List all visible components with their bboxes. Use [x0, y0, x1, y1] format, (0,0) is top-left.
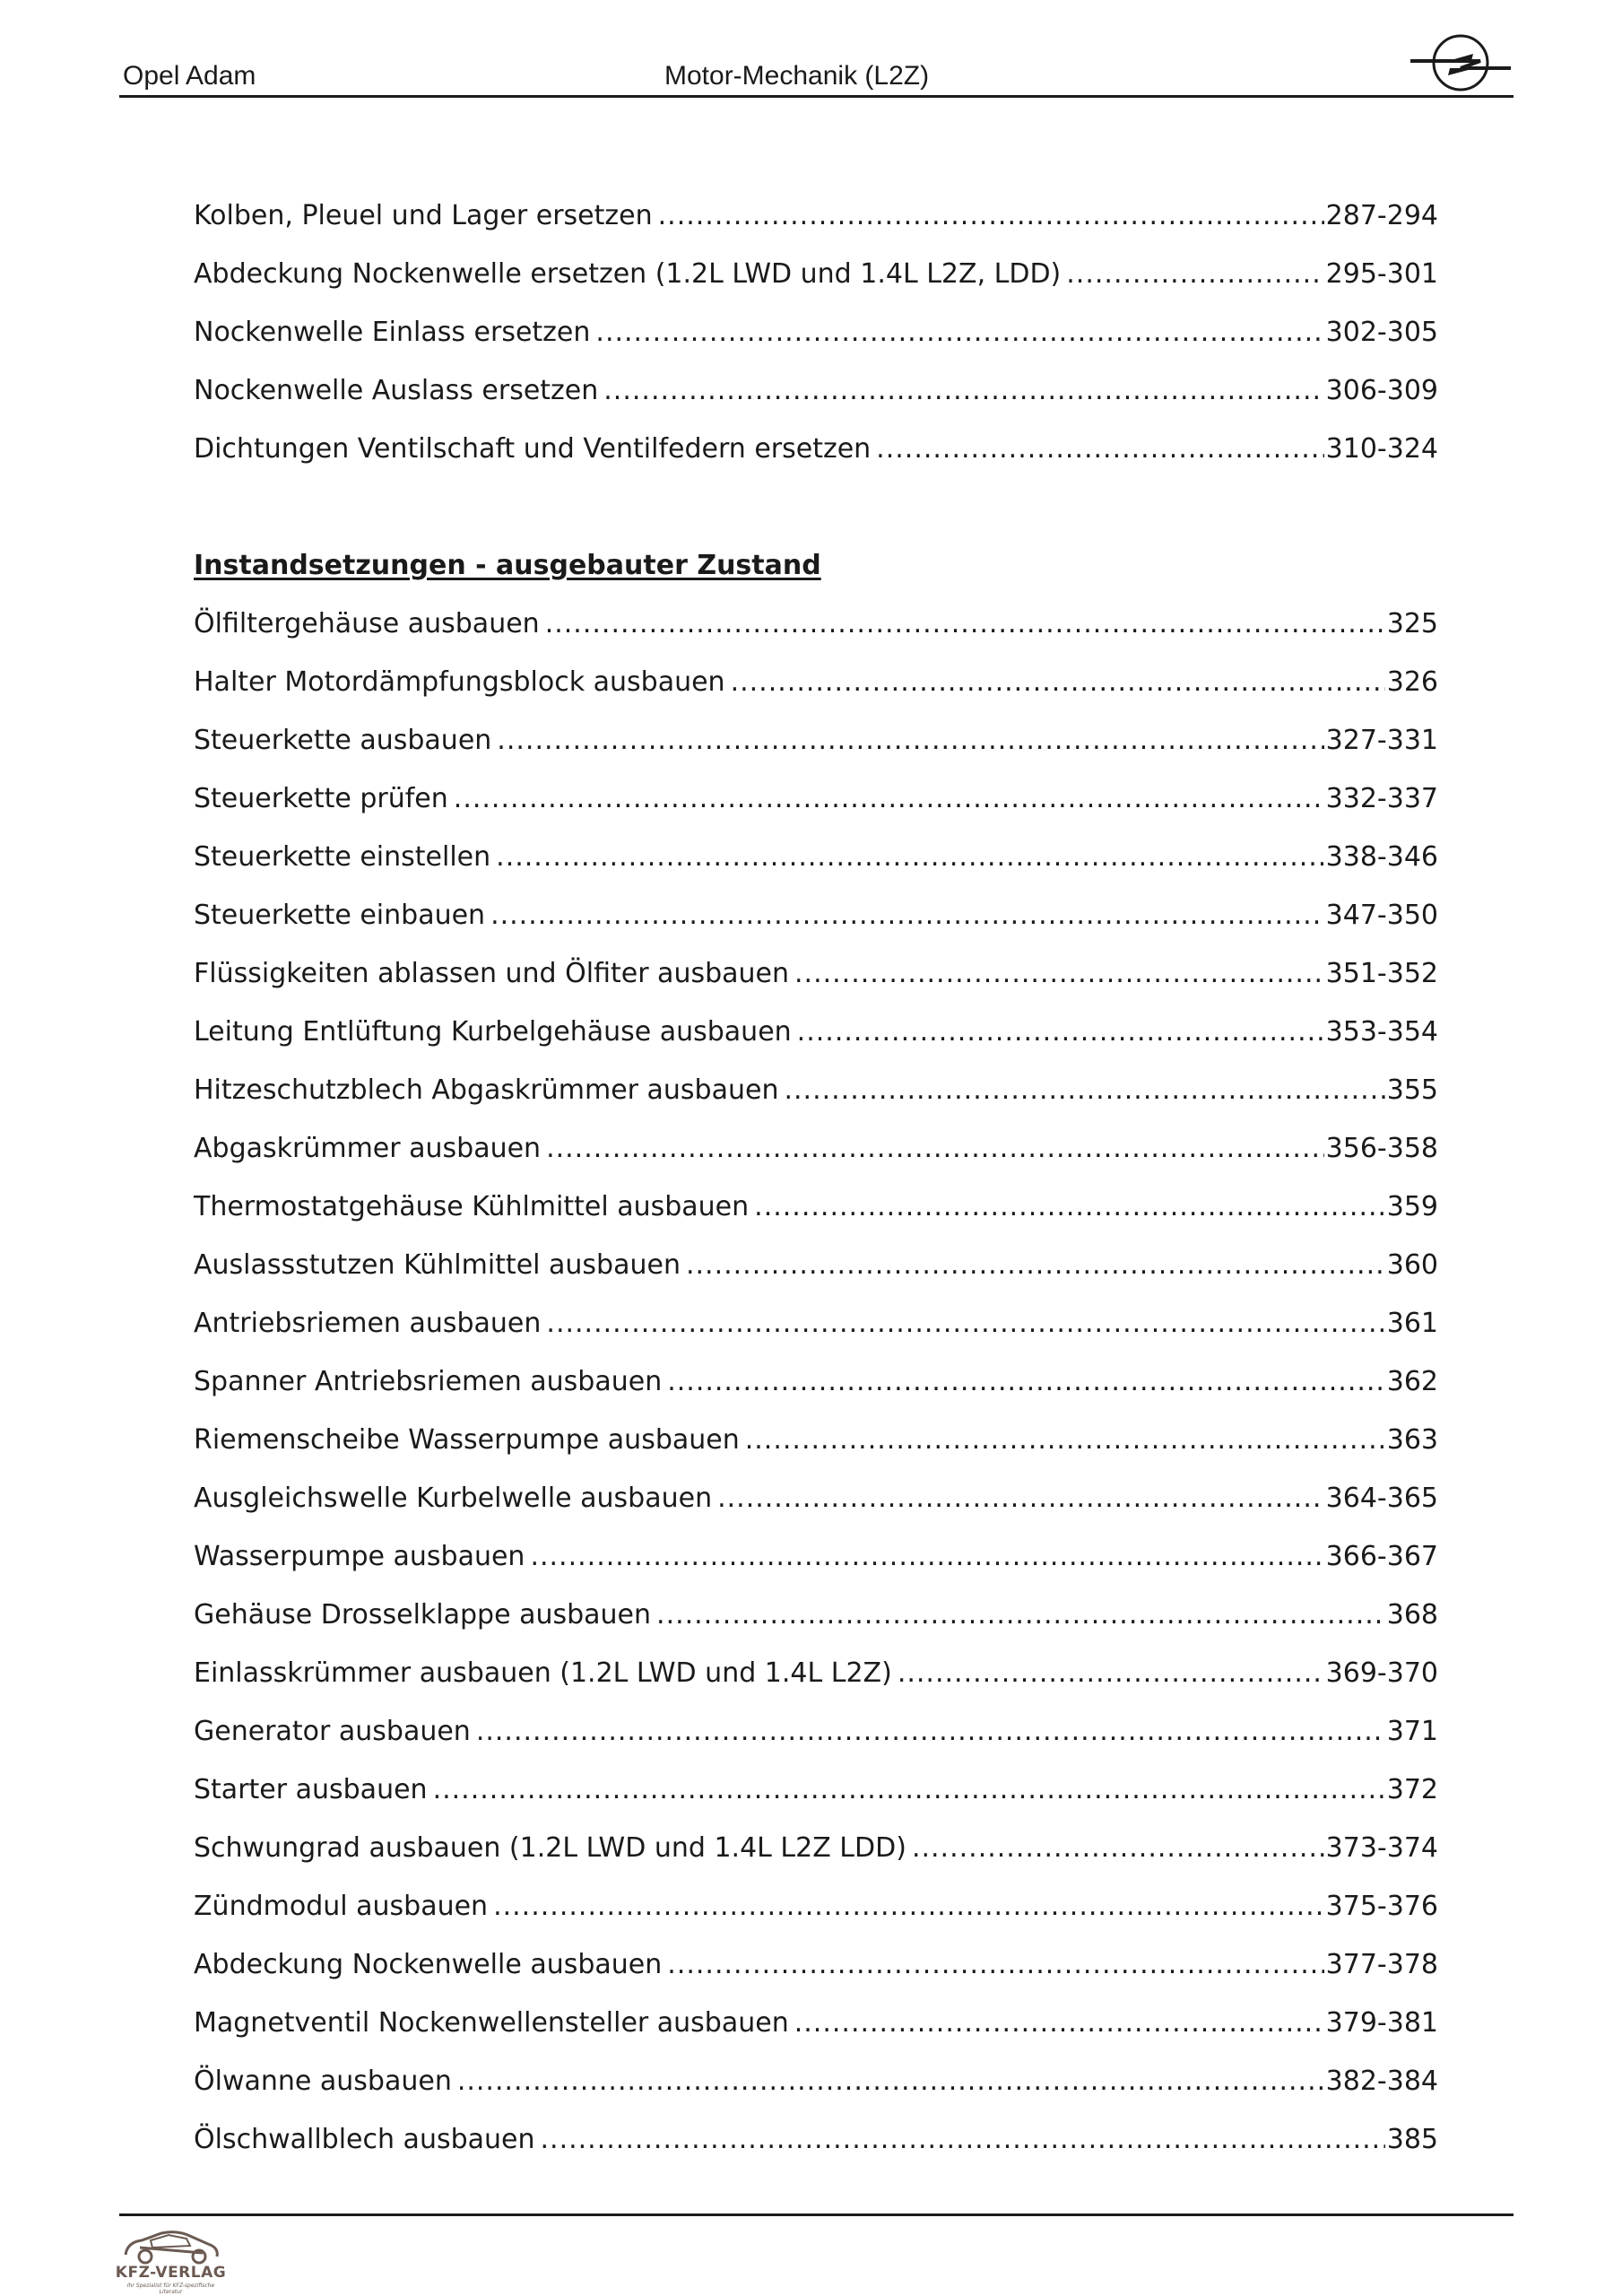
toc-entry-page: 310-324 [1325, 433, 1438, 465]
toc-entry-page: 302-305 [1325, 317, 1438, 348]
toc-entry [194, 1061, 1438, 1119]
toc-entry [194, 1352, 1438, 1411]
toc-entry-page: 351-352 [1325, 958, 1438, 989]
dot-leader [876, 420, 1323, 478]
dot-leader [717, 1469, 1324, 1527]
toc-entry-page: 353-354 [1325, 1016, 1438, 1048]
dot-leader [794, 1994, 1324, 2052]
toc-entry-title: Thermostatgehäuse Kühlmittel ausbauen [194, 1191, 750, 1222]
toc-entry-page: 295-301 [1325, 258, 1438, 290]
dot-leader [530, 1527, 1323, 1586]
toc-entry [194, 245, 1438, 303]
dot-leader [545, 595, 1385, 653]
toc-entry-page: 371 [1386, 1716, 1438, 1747]
toc-entry-title: Steuerkette einstellen [194, 841, 491, 873]
section-heading: Instandsetzungen - ausgebauter Zustand [194, 550, 821, 581]
toc-entry-title: Auslassstutzen Kühlmittel ausbauen [194, 1249, 681, 1281]
toc-group-1 [194, 187, 1438, 478]
toc-entry-title: Ölschwallblech ausbauen [194, 2124, 535, 2155]
toc-entry-page: 327-331 [1325, 725, 1438, 756]
toc-entry [194, 187, 1438, 245]
toc-entry-page: 363 [1386, 1424, 1438, 1456]
toc-entry-page: 382-384 [1325, 2066, 1438, 2097]
dot-leader [731, 653, 1385, 711]
dot-leader [496, 828, 1323, 886]
dot-leader [754, 1178, 1385, 1236]
toc-entry-page: 287-294 [1325, 200, 1438, 231]
toc-entry [194, 886, 1438, 944]
dot-leader [476, 1702, 1385, 1761]
toc-entry-title: Flüssigkeiten ablassen und Ölfiter ausbauen [194, 958, 789, 989]
toc-entry-title: Dichtungen Ventilschaft und Ventilfedern ersetzen [194, 433, 872, 465]
toc-entry-page: 347-350 [1325, 900, 1438, 931]
toc-entry-title: Steuerkette prüfen [194, 783, 448, 814]
toc-entry-page: 361 [1386, 1308, 1438, 1339]
toc-entry-page: 356-358 [1325, 1133, 1438, 1164]
table-of-contents [194, 187, 1438, 2169]
dot-leader [454, 770, 1324, 828]
toc-entry-page: 366-367 [1325, 1541, 1438, 1572]
toc-entry-title: Nockenwelle Einlass ersetzen [194, 317, 591, 348]
toc-entry [194, 1119, 1438, 1178]
toc-entry-title: Abgaskrümmer ausbauen [194, 1133, 542, 1164]
dot-leader [797, 1003, 1324, 1061]
toc-entry [194, 420, 1438, 478]
toc-entry-page: 338-346 [1325, 841, 1438, 873]
dot-leader [497, 711, 1323, 770]
dot-leader [656, 1586, 1385, 1644]
dot-leader [658, 187, 1324, 245]
toc-entry [194, 828, 1438, 886]
dot-leader [794, 944, 1324, 1003]
dot-leader [912, 1819, 1324, 1877]
toc-entry [194, 1644, 1438, 1702]
toc-entry [194, 1294, 1438, 1352]
toc-entry-title: Riemenscheibe Wasserpumpe ausbauen [194, 1424, 740, 1456]
toc-entry-page: 359 [1386, 1191, 1438, 1222]
dot-leader [686, 1236, 1385, 1294]
toc-entry [194, 1178, 1438, 1236]
spacer [194, 478, 1438, 536]
toc-entry [194, 1819, 1438, 1877]
toc-entry-page: 332-337 [1325, 783, 1438, 814]
toc-entry-page: 362 [1386, 1366, 1438, 1397]
toc-entry-title: Halter Motordämpfungsblock ausbauen [194, 666, 725, 698]
toc-entry-title: Gehäuse Drosselklappe ausbauen [194, 1599, 652, 1631]
dot-leader [667, 1352, 1385, 1411]
toc-entry-page: 385 [1386, 2124, 1438, 2155]
toc-entry [194, 1877, 1438, 1935]
toc-entry-title: Schwungrad ausbauen (1.2L LWD und 1.4L L2Z LDD) [194, 1832, 906, 1864]
dot-leader [1066, 245, 1323, 303]
toc-entry-title: Starter ausbauen [194, 1774, 428, 1805]
toc-entry [194, 653, 1438, 711]
toc-entry-page: 368 [1386, 1599, 1438, 1631]
toc-entry [194, 1994, 1438, 2052]
header-title: Motor-Mechanik (L2Z) [664, 61, 930, 91]
dot-leader [433, 1761, 1385, 1819]
toc-entry [194, 1527, 1438, 1586]
footer-brand: KFZ-VERLAG [115, 2264, 227, 2282]
dot-leader [595, 303, 1323, 361]
toc-entry-page: 377-378 [1325, 1949, 1438, 1980]
toc-entry-title: Kolben, Pleuel und Lager ersetzen [194, 200, 653, 231]
toc-entry-title: Ölwanne ausbauen [194, 2066, 452, 2097]
toc-entry-title: Nockenwelle Auslass ersetzen [194, 375, 599, 406]
toc-entry [194, 1935, 1438, 1994]
dot-leader [745, 1411, 1385, 1469]
toc-group-2 [194, 595, 1438, 2169]
toc-entry [194, 595, 1438, 653]
dot-leader [546, 1119, 1324, 1178]
toc-entry-page: 326 [1386, 666, 1438, 698]
opel-logo-icon [1409, 27, 1514, 93]
dot-leader [784, 1061, 1384, 1119]
footer-divider [119, 2213, 1514, 2216]
toc-entry-title: Leitung Entlüftung Kurbelgehäuse ausbauen [194, 1016, 792, 1048]
toc-entry-title: Ausgleichswelle Kurbelwelle ausbauen [194, 1483, 713, 1514]
toc-entry-page: 360 [1386, 1249, 1438, 1281]
toc-entry-page: 373-374 [1325, 1832, 1438, 1864]
toc-entry [194, 2110, 1438, 2169]
toc-entry-page: 369-370 [1325, 1657, 1438, 1689]
toc-entry-title: Einlasskrümmer ausbauen (1.2L LWD und 1.4L L2Z) [194, 1657, 892, 1689]
toc-entry-title: Abdeckung Nockenwelle ausbauen [194, 1949, 663, 1980]
toc-entry [194, 361, 1438, 420]
toc-entry [194, 1236, 1438, 1294]
toc-entry [194, 1702, 1438, 1761]
kfz-verlag-car-logo-icon [115, 2221, 227, 2292]
toc-entry [194, 1411, 1438, 1469]
toc-entry-page: 364-365 [1325, 1483, 1438, 1514]
toc-entry [194, 1469, 1438, 1527]
toc-entry-title: Zündmodul ausbauen [194, 1891, 489, 1922]
toc-entry [194, 1586, 1438, 1644]
toc-entry-page: 306-309 [1325, 375, 1438, 406]
toc-entry-title: Steuerkette ausbauen [194, 725, 492, 756]
toc-entry [194, 1003, 1438, 1061]
toc-entry-page: 372 [1386, 1774, 1438, 1805]
toc-entry-title: Spanner Antriebsriemen ausbauen [194, 1366, 663, 1397]
dot-leader [603, 361, 1323, 420]
toc-entry-title: Steuerkette einbauen [194, 900, 486, 931]
dot-leader [541, 2110, 1385, 2169]
toc-entry-title: Abdeckung Nockenwelle ersetzen (1.2L LWD und 1.4L L2Z, LDD) [194, 258, 1062, 290]
toc-entry-title: Magnetventil Nockenwellensteller ausbauen [194, 2007, 789, 2039]
toc-entry-title: Generator ausbauen [194, 1716, 471, 1747]
toc-entry [194, 711, 1438, 770]
toc-entry-title: Hitzeschutzblech Abgaskrümmer ausbauen [194, 1074, 779, 1106]
dot-leader [490, 886, 1324, 944]
dot-leader [493, 1877, 1324, 1935]
footer-tagline: Ihr Spezialist für KFZ-spezifische Literatur [126, 2283, 215, 2295]
toc-entry [194, 770, 1438, 828]
dot-leader [667, 1935, 1323, 1994]
dot-leader [457, 2052, 1324, 2110]
dot-leader [898, 1644, 1324, 1702]
header-brand: Opel Adam [123, 61, 256, 91]
toc-entry-page: 355 [1386, 1074, 1438, 1106]
toc-entry-title: Ölfiltergehäuse ausbauen [194, 608, 540, 639]
toc-entry [194, 303, 1438, 361]
toc-entry [194, 1761, 1438, 1819]
toc-entry-title: Antriebsriemen ausbauen [194, 1308, 542, 1339]
toc-entry-page: 325 [1386, 608, 1438, 639]
toc-entry [194, 2052, 1438, 2110]
dot-leader [546, 1294, 1384, 1352]
toc-entry-page: 375-376 [1325, 1891, 1438, 1922]
toc-entry-title: Wasserpumpe ausbauen [194, 1541, 525, 1572]
page-header [119, 52, 1514, 98]
toc-entry-page: 379-381 [1325, 2007, 1438, 2039]
toc-entry [194, 944, 1438, 1003]
